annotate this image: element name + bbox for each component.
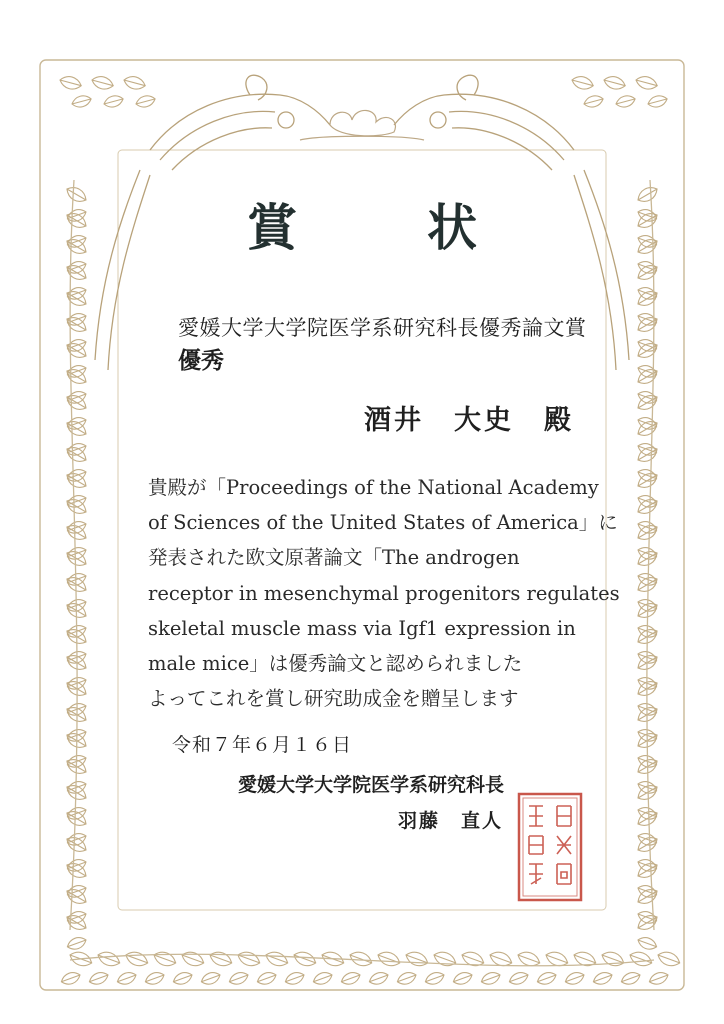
leaf-ornament-icon — [572, 949, 598, 969]
leaf-ornament-icon — [634, 74, 658, 91]
leaf-ornament-icon — [592, 970, 614, 987]
leaf-ornament-icon — [256, 970, 278, 987]
leaf-ornament-icon — [570, 74, 594, 91]
leaf-ornament-icon — [96, 949, 122, 969]
body-line: skeletal muscle mass via Igf1 expression in — [148, 616, 576, 640]
leaf-ornament-icon — [340, 970, 362, 987]
issue-date: 令和７年６月１６日 — [172, 734, 353, 756]
cloud-ornament-icon — [300, 110, 424, 140]
leaf-ornament-icon — [424, 970, 446, 987]
leaf-ornament-icon — [135, 94, 157, 110]
body-line: receptor in mesenchymal progenitors regulates — [148, 581, 620, 605]
leaf-ornament-icon — [396, 970, 418, 987]
leaf-ornament-icon — [88, 970, 110, 987]
leaf-ornament-icon — [600, 949, 626, 969]
leaf-ornament-icon — [71, 94, 93, 110]
leaf-ornament-icon — [58, 74, 82, 91]
leaf-ornament-icon — [508, 970, 530, 987]
award-name: 愛媛大学大学院医学系研究科長優秀論文賞 — [178, 316, 587, 340]
leaf-ornament-icon — [264, 949, 290, 969]
leaf-ornament-icon — [368, 970, 390, 987]
leaf-ornament-icon — [583, 94, 605, 110]
award-level: 優秀 — [178, 347, 224, 374]
leaf-ornament-icon — [200, 970, 222, 987]
leaf-ornament-icon — [648, 970, 670, 987]
leaf-ornament-icon — [172, 970, 194, 987]
leaf-ornament-icon — [116, 970, 138, 987]
leaf-ornament-icon — [432, 949, 458, 969]
leaf-ornament-icon — [656, 949, 682, 969]
leaf-ornament-icon — [180, 949, 206, 969]
leaf-ornament-icon — [228, 970, 250, 987]
leaf-ornament-icon — [636, 935, 658, 952]
leaf-ornament-icon — [536, 970, 558, 987]
leaf-ornament-icon — [376, 949, 402, 969]
certificate-title: 賞 状 — [247, 198, 517, 257]
leaf-ornament-icon — [144, 970, 166, 987]
leaf-ornament-icon — [60, 970, 82, 987]
body-line: of Sciences of the United States of America」に — [148, 511, 618, 535]
leaf-ornament-icon — [615, 94, 637, 110]
leaf-ornament-icon — [124, 949, 150, 969]
leaf-ornament-icon — [404, 949, 430, 969]
leaf-ornament-icon — [292, 949, 318, 969]
leaf-ornament-icon — [647, 94, 669, 110]
leaf-ornament-icon — [564, 970, 586, 987]
leaf-ornament-icon — [628, 949, 654, 969]
official-seal-icon — [517, 792, 583, 902]
certificate-body — [148, 470, 620, 716]
leaf-ornament-icon — [66, 935, 88, 952]
leaf-ornament-icon — [312, 970, 334, 987]
leaf-ornament-icon — [236, 949, 262, 969]
issuer-organization: 愛媛大学大学院医学系研究科長 — [238, 774, 505, 796]
leaf-ornament-icon — [103, 94, 125, 110]
leaf-ornament-icon — [480, 970, 502, 987]
leaf-ornament-icon — [152, 949, 178, 969]
leaf-ornament-icon — [284, 970, 306, 987]
body-line: よってこれを賞し研究助成金を贈呈します — [148, 687, 519, 711]
leaf-ornament-icon — [90, 74, 114, 91]
leaf-ornament-icon — [452, 970, 474, 987]
recipient-name: 酒井 大史 殿 — [364, 405, 574, 436]
leaf-ornament-icon — [460, 949, 486, 969]
leaf-ornament-icon — [208, 949, 234, 969]
leaf-ornament-icon — [602, 74, 626, 91]
body-line: 貴殿が「Proceedings of the National Academy — [148, 476, 599, 499]
leaf-ornament-icon — [122, 74, 146, 91]
issuer-name: 羽藤 直人 — [398, 810, 504, 832]
body-line: 発表された欧文原著論文「The androgen — [148, 546, 520, 570]
leaf-ornament-icon — [620, 970, 642, 987]
body-line: male mice」は優秀論文と認められました — [148, 652, 523, 676]
